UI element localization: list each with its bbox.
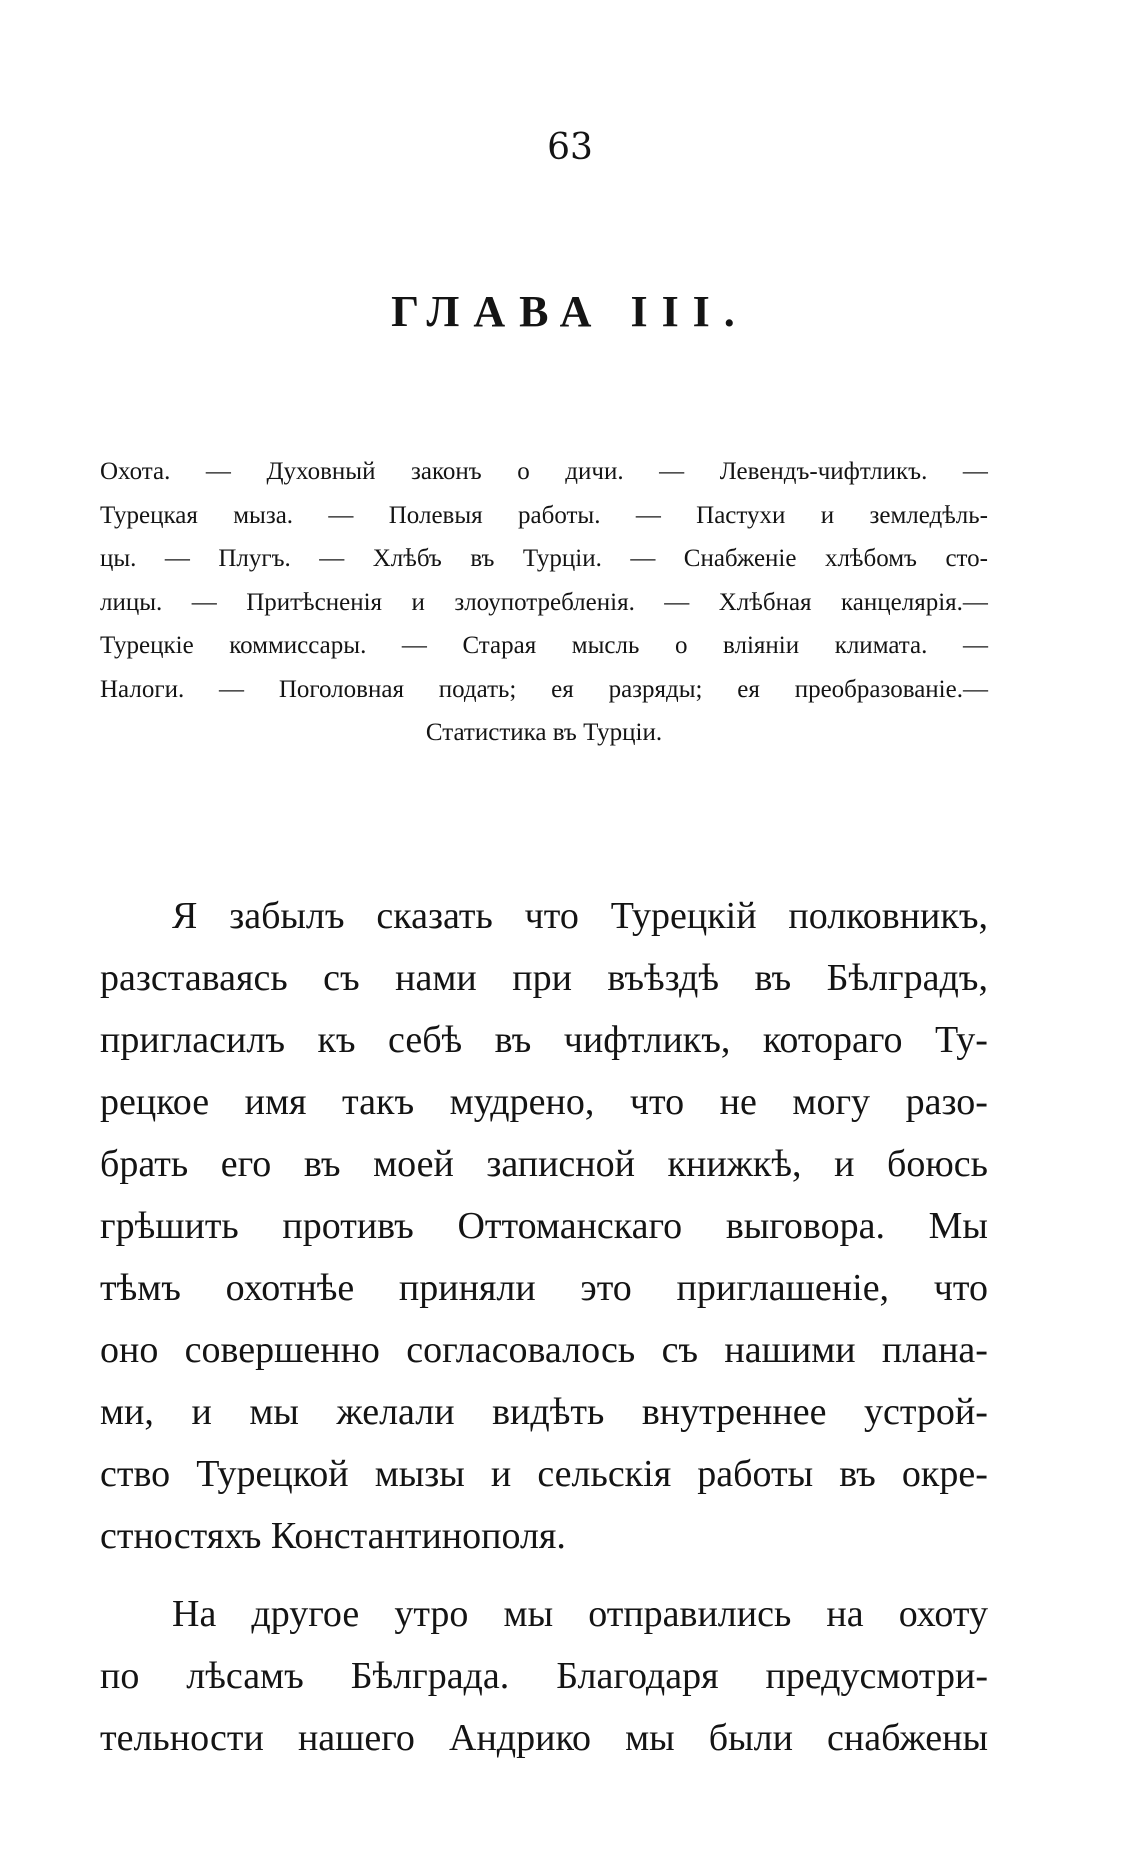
word: полковникъ, [788, 895, 988, 937]
word: лицы. [100, 588, 163, 616]
word: канцелярія.— [841, 588, 988, 616]
word: Левендъ-чифтликъ. [719, 458, 928, 485]
word: отправились [588, 1593, 792, 1635]
word: выговора. [725, 1205, 885, 1247]
word: — [191, 588, 217, 616]
word: Полевыя [388, 501, 483, 529]
word: въ [494, 1019, 532, 1061]
word: — [164, 545, 190, 572]
word: себѣ [388, 1019, 463, 1061]
word: Турціи. [522, 545, 602, 572]
summary-line [100, 537, 988, 581]
chapter-title: ГЛАВА III. [391, 287, 749, 336]
word: мысль [571, 632, 640, 659]
text-line [100, 1645, 988, 1707]
word: земледѣль- [869, 501, 988, 529]
word: предусмотри- [765, 1655, 988, 1697]
word: мудрено, [449, 1081, 595, 1123]
word: и [490, 1453, 512, 1495]
word: и [820, 501, 835, 529]
word: и [834, 1143, 855, 1185]
word: Старая [462, 632, 537, 659]
word: его [220, 1143, 272, 1185]
word: Турецкой [196, 1453, 349, 1495]
text-line [100, 1319, 988, 1381]
word: нашими [724, 1329, 856, 1371]
word: Бѣлграда. [350, 1655, 510, 1697]
word: котораго [762, 1019, 903, 1061]
word: плана- [881, 1329, 988, 1371]
word: сто- [945, 545, 988, 572]
text-line [100, 1071, 988, 1133]
word: нашего [297, 1717, 415, 1759]
word: ство [100, 1453, 171, 1495]
word: Охота. [100, 458, 171, 485]
word: Андрико [449, 1717, 591, 1759]
word: дичи. [565, 458, 624, 485]
word: сказать [376, 895, 493, 937]
word: Хлѣбная [718, 588, 812, 616]
word: брать [100, 1143, 189, 1185]
word: забылъ [229, 895, 345, 937]
word: законъ [411, 458, 482, 485]
word: имя [244, 1081, 307, 1123]
word: Хлѣбъ [372, 545, 442, 572]
word: Турецкая [100, 501, 198, 529]
word: видѣть [492, 1391, 605, 1433]
page-number: 63 [547, 127, 593, 168]
word: и [411, 588, 425, 616]
word: въ [839, 1453, 876, 1495]
summary-line [100, 668, 988, 712]
word: о [674, 632, 688, 659]
word: Мы [928, 1205, 988, 1247]
body-text [100, 885, 988, 1769]
word: — [205, 458, 231, 485]
text-line [100, 1257, 988, 1319]
word: боюсь [887, 1143, 988, 1185]
text-line [100, 1195, 988, 1257]
word: что [629, 1081, 685, 1123]
word: были [708, 1717, 793, 1759]
word: мы [503, 1593, 554, 1635]
word: Турецкіе [100, 632, 194, 659]
word: Оттоманскаго [457, 1205, 683, 1247]
word: — [219, 675, 245, 703]
text-line [100, 1443, 988, 1505]
word: разо- [905, 1081, 988, 1123]
summary-line: Статистика въ Турціи. [425, 719, 663, 746]
word: работы [697, 1453, 814, 1495]
word: Притѣсненія [246, 588, 383, 616]
word: На [172, 1593, 217, 1635]
word: утро [394, 1593, 469, 1635]
word: лѣсамъ [186, 1655, 304, 1697]
text-line: стностяхъ Константинополя. [100, 1515, 566, 1557]
word: мы [625, 1717, 675, 1759]
word: Налоги. [100, 675, 185, 703]
word: въ [754, 957, 792, 999]
word: — [664, 588, 690, 616]
word: и [191, 1391, 212, 1433]
word: хлѣбомъ [824, 545, 917, 572]
word: къ [317, 1019, 356, 1061]
text-line [100, 1009, 988, 1071]
word: съ [661, 1329, 699, 1371]
word: тѣмъ [100, 1267, 181, 1309]
word: Благодаря [556, 1655, 719, 1697]
word: Духовный [266, 458, 376, 485]
word: снабжены [827, 1717, 988, 1759]
word: тельности [100, 1717, 264, 1759]
word: оно [100, 1329, 159, 1371]
word: — [962, 458, 988, 485]
summary-line [100, 494, 988, 538]
word: не [719, 1081, 757, 1123]
word: мызы [374, 1453, 465, 1495]
word: — [630, 545, 656, 572]
word: грѣшить [100, 1205, 239, 1247]
word: разряды; [608, 675, 703, 703]
word: могу [792, 1081, 871, 1123]
word: охоту [898, 1593, 988, 1635]
text-line [100, 1133, 988, 1195]
word: такъ [342, 1081, 415, 1123]
word: Бѣлградъ, [826, 957, 988, 999]
word: — [328, 501, 354, 529]
word: Турецкій [610, 895, 757, 937]
chapter-summary [100, 450, 988, 755]
word: преобразованіе.— [794, 675, 988, 703]
word: желали [336, 1391, 455, 1433]
word: сельскія [537, 1453, 672, 1495]
word: Ту- [934, 1019, 988, 1061]
word: внутреннее [641, 1391, 827, 1433]
word: ея [737, 675, 760, 703]
paragraph-gap [100, 1567, 988, 1583]
word: чифтликъ, [563, 1019, 731, 1061]
word: разставаясь [100, 957, 288, 999]
word: при [512, 957, 572, 999]
word: книжкѣ, [667, 1143, 802, 1185]
word: по [100, 1655, 140, 1697]
word: въ [470, 545, 495, 572]
word: охотнѣе [225, 1267, 355, 1309]
word: это [580, 1267, 632, 1309]
word: Плугъ. [218, 545, 291, 572]
word: въѣздѣ [607, 957, 719, 999]
word: — [659, 458, 685, 485]
word: другое [251, 1593, 360, 1635]
word: окре- [901, 1453, 988, 1495]
word: — [635, 501, 661, 529]
word: Поголовная [278, 675, 404, 703]
word: работы. [518, 501, 601, 529]
word: съ [323, 957, 360, 999]
word: — [401, 632, 427, 659]
word: мыза. [233, 501, 294, 529]
word: Пастухи [696, 501, 786, 529]
word: моей [373, 1143, 454, 1185]
word: климата. [834, 632, 928, 659]
word: устрой- [864, 1391, 988, 1433]
paragraph [100, 1583, 988, 1769]
text-line [100, 1381, 988, 1443]
word: злоупотребленія. [454, 588, 635, 616]
word: вліяніи [723, 632, 800, 659]
summary-line [100, 624, 988, 668]
word: рецкое [100, 1081, 210, 1123]
text-line [100, 1583, 988, 1645]
word: что [933, 1267, 988, 1309]
word: коммиссары. [229, 632, 367, 659]
summary-line [100, 581, 988, 625]
summary-line [100, 450, 988, 494]
text-line [100, 1707, 988, 1769]
word: цы. [100, 545, 137, 572]
word: записной [486, 1143, 635, 1185]
word: на [826, 1593, 864, 1635]
word: Снабженіе [683, 545, 797, 572]
word: пригласилъ [100, 1019, 285, 1061]
word: ми, [100, 1391, 154, 1433]
word: — [319, 545, 345, 572]
text-line [100, 885, 988, 947]
word: противъ [282, 1205, 414, 1247]
word: ея [551, 675, 574, 703]
text-line [100, 947, 988, 1009]
word: Я [172, 895, 198, 937]
word: — [962, 632, 988, 659]
word: приглашеніе, [676, 1267, 890, 1309]
word: что [524, 895, 579, 937]
word: мы [249, 1391, 299, 1433]
word: совершенно [184, 1329, 380, 1371]
word: приняли [398, 1267, 536, 1309]
word: подать; [438, 675, 517, 703]
word: согласовалось [406, 1329, 636, 1371]
word: о [517, 458, 530, 485]
paragraph [100, 885, 988, 1567]
word: нами [395, 957, 477, 999]
word: въ [303, 1143, 341, 1185]
